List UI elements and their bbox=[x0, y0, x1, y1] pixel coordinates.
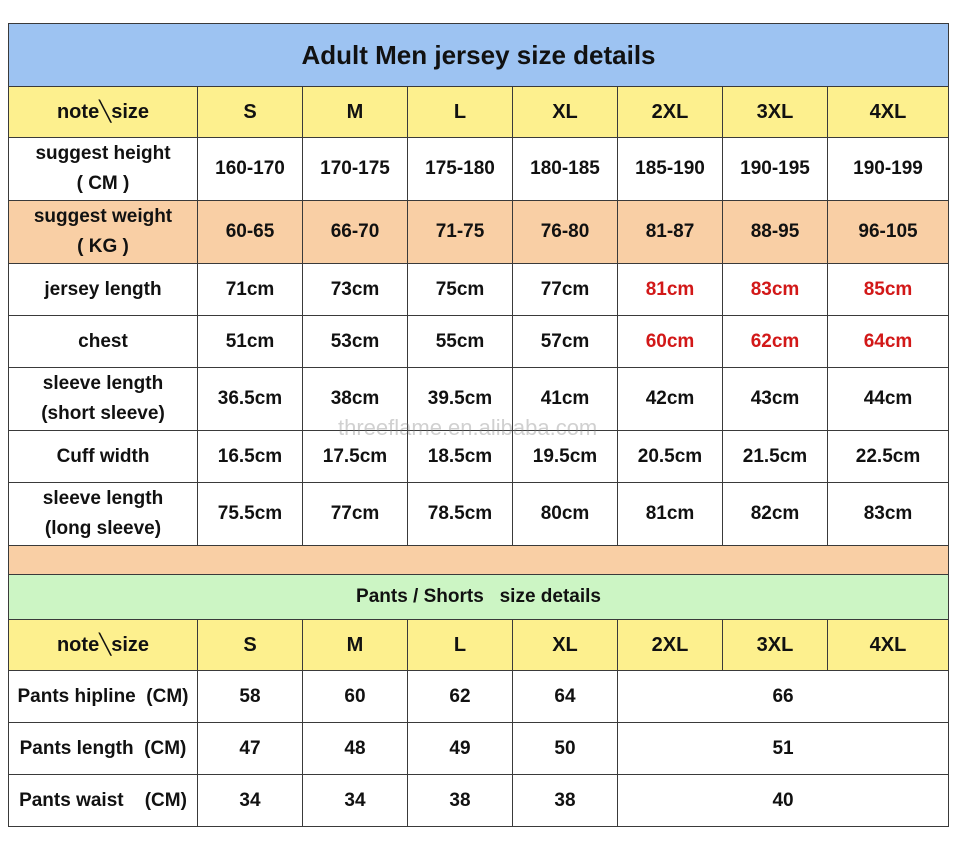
row-label-line: sleeve length bbox=[42, 373, 164, 394]
jersey-title: Adult Men jersey size details bbox=[9, 24, 949, 87]
size-header: L bbox=[408, 620, 513, 671]
table-cell: 160-170 bbox=[198, 138, 303, 201]
row-label-line: suggest weight bbox=[33, 206, 173, 227]
size-table bbox=[8, 23, 949, 827]
separator-cell bbox=[9, 546, 949, 575]
table-cell: 82cm bbox=[723, 483, 828, 546]
size-header: S bbox=[198, 87, 303, 138]
suggest-weight-row bbox=[9, 201, 949, 264]
table-cell: 190-199 bbox=[828, 138, 949, 201]
pants-title-row bbox=[9, 575, 949, 620]
table-cell: 49 bbox=[408, 723, 513, 775]
row-label bbox=[9, 483, 198, 546]
merged-cell: 51 bbox=[618, 723, 949, 775]
short-sleeve-length-row bbox=[9, 368, 949, 431]
table-cell: 55cm bbox=[408, 316, 513, 368]
table-cell: 175-180 bbox=[408, 138, 513, 201]
row-label-line: ( CM ) bbox=[76, 173, 130, 194]
table-cell: 18.5cm bbox=[408, 431, 513, 483]
table-cell: 43cm bbox=[723, 368, 828, 431]
row-label bbox=[9, 723, 198, 775]
table-cell: 60-65 bbox=[198, 201, 303, 264]
table-cell: 66-70 bbox=[303, 201, 408, 264]
size-chart bbox=[8, 23, 948, 827]
table-cell: 64 bbox=[513, 671, 618, 723]
table-cell: 75.5cm bbox=[198, 483, 303, 546]
table-cell: 50 bbox=[513, 723, 618, 775]
table-cell: 190-195 bbox=[723, 138, 828, 201]
table-cell: 53cm bbox=[303, 316, 408, 368]
size-header: XL bbox=[513, 87, 618, 138]
jersey-header-row bbox=[9, 87, 949, 138]
table-cell: 44cm bbox=[828, 368, 949, 431]
table-cell: 47 bbox=[198, 723, 303, 775]
row-label-text: Pants waist (CM) bbox=[19, 789, 187, 811]
table-cell: 60 bbox=[303, 671, 408, 723]
separator-row bbox=[9, 546, 949, 575]
row-label-line: ( KG ) bbox=[77, 236, 129, 257]
table-cell: 96-105 bbox=[828, 201, 949, 264]
table-cell: 58 bbox=[198, 671, 303, 723]
pants-waist-row bbox=[9, 775, 949, 827]
pants-hipline-row bbox=[9, 671, 949, 723]
table-cell: 34 bbox=[198, 775, 303, 827]
pants-title bbox=[9, 575, 949, 620]
size-header: L bbox=[408, 87, 513, 138]
size-header: S bbox=[198, 620, 303, 671]
pants-title-text: Pants / Shorts size details bbox=[356, 586, 601, 607]
table-cell: 76-80 bbox=[513, 201, 618, 264]
table-cell: 51cm bbox=[198, 316, 303, 368]
chest-row bbox=[9, 316, 949, 368]
table-cell: 38 bbox=[513, 775, 618, 827]
row-label bbox=[9, 368, 198, 431]
table-cell: 71cm bbox=[198, 264, 303, 316]
table-cell-highlight: 62cm bbox=[723, 316, 828, 368]
jersey-length-row bbox=[9, 264, 949, 316]
table-cell: 73cm bbox=[303, 264, 408, 316]
table-cell: 19.5cm bbox=[513, 431, 618, 483]
merged-cell: 66 bbox=[618, 671, 949, 723]
row-label bbox=[9, 138, 198, 201]
table-cell-highlight: 64cm bbox=[828, 316, 949, 368]
table-cell-highlight: 85cm bbox=[828, 264, 949, 316]
table-cell: 77cm bbox=[513, 264, 618, 316]
row-label bbox=[9, 775, 198, 827]
table-cell: 57cm bbox=[513, 316, 618, 368]
table-cell: 41cm bbox=[513, 368, 618, 431]
table-cell-highlight: 83cm bbox=[723, 264, 828, 316]
size-header: 4XL bbox=[828, 87, 949, 138]
note-size-header: note╲size bbox=[9, 87, 198, 138]
table-cell: 81cm bbox=[618, 483, 723, 546]
row-label-text: Pants length (CM) bbox=[19, 737, 187, 759]
row-label: Cuff width bbox=[9, 431, 198, 483]
size-header: XL bbox=[513, 620, 618, 671]
size-header: 3XL bbox=[723, 87, 828, 138]
table-cell-highlight: 60cm bbox=[618, 316, 723, 368]
table-cell: 42cm bbox=[618, 368, 723, 431]
table-cell: 75cm bbox=[408, 264, 513, 316]
table-cell: 185-190 bbox=[618, 138, 723, 201]
table-cell: 39.5cm bbox=[408, 368, 513, 431]
table-cell: 88-95 bbox=[723, 201, 828, 264]
size-header: 2XL bbox=[618, 87, 723, 138]
suggest-height-row bbox=[9, 138, 949, 201]
table-cell: 38cm bbox=[303, 368, 408, 431]
table-cell: 17.5cm bbox=[303, 431, 408, 483]
row-label-line: suggest height bbox=[35, 143, 171, 164]
size-header: 2XL bbox=[618, 620, 723, 671]
row-label-line: sleeve length bbox=[42, 488, 164, 509]
table-cell: 62 bbox=[408, 671, 513, 723]
size-header: M bbox=[303, 87, 408, 138]
size-header: 3XL bbox=[723, 620, 828, 671]
note-size-header: note╲size bbox=[9, 620, 198, 671]
table-cell: 38 bbox=[408, 775, 513, 827]
row-label-text: Pants hipline (CM) bbox=[17, 685, 189, 707]
row-label-line: (short sleeve) bbox=[41, 403, 165, 424]
table-cell: 170-175 bbox=[303, 138, 408, 201]
table-cell: 78.5cm bbox=[408, 483, 513, 546]
pants-header-row bbox=[9, 620, 949, 671]
table-cell: 77cm bbox=[303, 483, 408, 546]
table-cell: 83cm bbox=[828, 483, 949, 546]
pants-length-row bbox=[9, 723, 949, 775]
table-cell: 21.5cm bbox=[723, 431, 828, 483]
cuff-width-row bbox=[9, 431, 949, 483]
size-header: M bbox=[303, 620, 408, 671]
table-cell: 34 bbox=[303, 775, 408, 827]
table-cell: 180-185 bbox=[513, 138, 618, 201]
row-label: chest bbox=[9, 316, 198, 368]
table-cell: 20.5cm bbox=[618, 431, 723, 483]
table-cell: 48 bbox=[303, 723, 408, 775]
table-cell: 81-87 bbox=[618, 201, 723, 264]
merged-cell: 40 bbox=[618, 775, 949, 827]
table-cell-highlight: 81cm bbox=[618, 264, 723, 316]
row-label: jersey length bbox=[9, 264, 198, 316]
row-label bbox=[9, 201, 198, 264]
long-sleeve-length-row bbox=[9, 483, 949, 546]
table-cell: 22.5cm bbox=[828, 431, 949, 483]
row-label bbox=[9, 671, 198, 723]
watermark: threeflame.en.alibaba.com bbox=[338, 415, 598, 440]
jersey-title-row bbox=[9, 24, 949, 87]
table-cell: 71-75 bbox=[408, 201, 513, 264]
table-cell: 16.5cm bbox=[198, 431, 303, 483]
table-cell: 36.5cm bbox=[198, 368, 303, 431]
table-cell: 80cm bbox=[513, 483, 618, 546]
row-label-line: (long sleeve) bbox=[44, 518, 162, 539]
size-header: 4XL bbox=[828, 620, 949, 671]
